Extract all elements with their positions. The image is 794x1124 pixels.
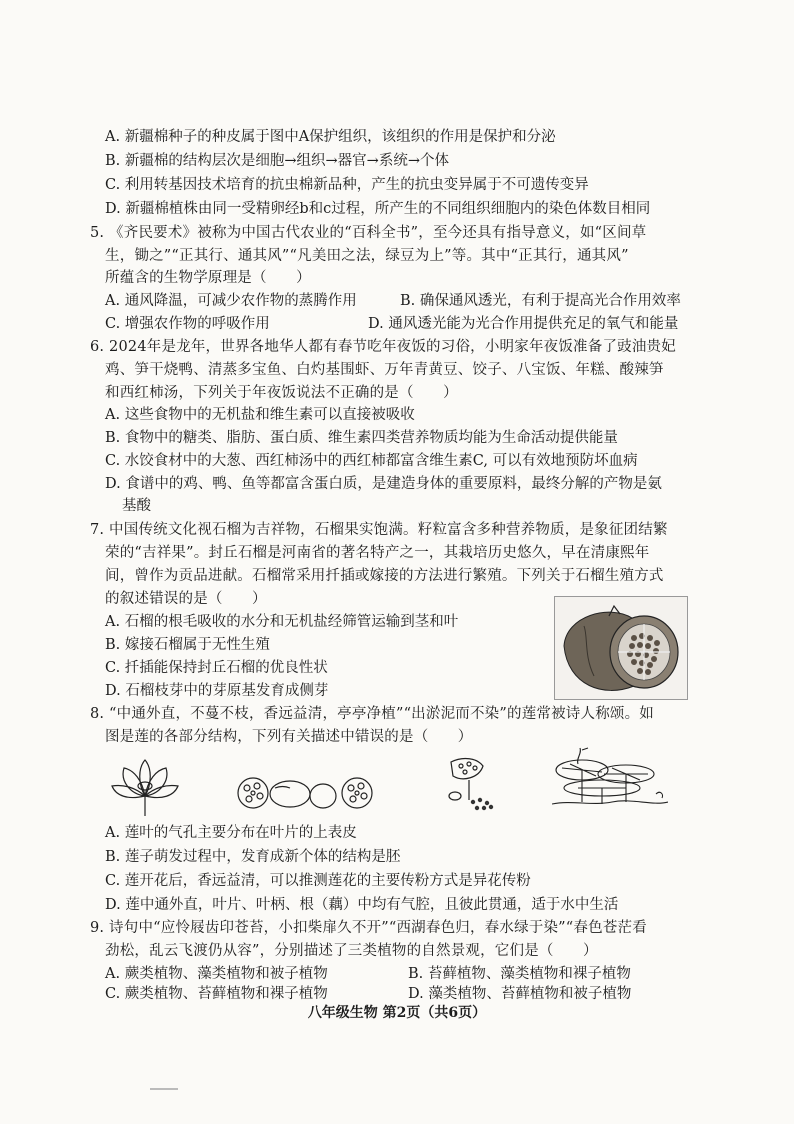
q7-stem-line-2: 荣的“吉祥果”。封丘石榴是河南省的著名特产之一，其栽培历史悠久，早在清康熙年 bbox=[105, 545, 650, 561]
q8-option-c[interactable]: C. 莲开花后，香远益清，可以推测莲花的主要传粉方式是异花传粉 bbox=[105, 873, 531, 889]
q9-option-b[interactable]: B. 苔藓植物、藻类植物和裸子植物 bbox=[408, 966, 631, 982]
q6-stem-line-3: 和西红柿汤，下列关于年夜饭说法不正确的是（ ） bbox=[105, 385, 458, 401]
q6-option-b[interactable]: B. 食物中的糖类、脂肪、蛋白质、维生素四类营养物质均能为生命活动提供能量 bbox=[105, 430, 618, 446]
q7-stem-line-3: 间，曾作为贡品进献。石榴常采用扦插或嫁接的方法进行繁殖。下列关于石榴生殖方式 bbox=[105, 568, 664, 584]
q7-stem-line-4: 的叙述错误的是（ ） bbox=[105, 591, 267, 607]
q7-option-b[interactable]: B. 嫁接石榴属于无性生殖 bbox=[105, 637, 270, 653]
lotus-pond-image bbox=[552, 744, 668, 810]
q6-stem-line-1: 6. 2024年是龙年，世界各地华人都有春节吃年夜饭的习俗，小明家年夜饭准备了豉油贵妃 bbox=[90, 339, 676, 355]
lotus-seedpod-image bbox=[443, 752, 499, 812]
lotus-root-image bbox=[235, 768, 375, 818]
q5-stem-line-2: 生，锄之”“正其行、通其风”“凡美田之法，绿豆为上”等。其中“正其行，通其风” bbox=[105, 248, 629, 264]
pomegranate-image bbox=[554, 596, 688, 700]
q7-option-d[interactable]: D. 石榴枝芽中的芽原基发育成侧芽 bbox=[105, 683, 329, 699]
q9-stem-line-2: 劲松，乱云飞渡仍从容”，分别描述了三类植物的自然景观，它们是（ ） bbox=[105, 943, 598, 959]
q4-option-c[interactable]: C. 利用转基因技术培育的抗虫棉新品种，产生的抗虫变异属于不可遗传变异 bbox=[105, 177, 589, 193]
q9-option-d[interactable]: D. 藻类植物、苔藓植物和被子植物 bbox=[408, 986, 632, 1002]
q6-option-c[interactable]: C. 水饺食材中的大葱、西红柿汤中的西红柿都富含维生素C, 可以有效地预防坏血病 bbox=[105, 453, 638, 469]
q6-option-d[interactable]: D. 食谱中的鸡、鸭、鱼等都富含蛋白质，是建造身体的重要原料，最终分解的产物是氨 bbox=[105, 476, 662, 492]
q9-option-c[interactable]: C. 蕨类植物、苔藓植物和裸子植物 bbox=[105, 986, 328, 1002]
q5-option-b[interactable]: B. 确保通风透光，有利于提高光合作用效率 bbox=[400, 293, 681, 309]
q4-option-b[interactable]: B. 新疆棉的结构层次是细胞→组织→器官→系统→个体 bbox=[105, 153, 449, 169]
q6-option-a[interactable]: A. 这些食物中的无机盐和维生素可以直接被吸收 bbox=[105, 407, 415, 423]
q8-stem-line-1: 8. “中通外直，不蔓不枝，香远益清，亭亭净植”“出淤泥而不染”的莲常被诗人称颂。如 bbox=[90, 706, 654, 722]
lotus-flower-image bbox=[110, 756, 180, 818]
q6-option-d-continued: 基酸 bbox=[122, 498, 151, 514]
q5-option-d[interactable]: D. 通风透光能为光合作用提供充足的氧气和能量 bbox=[368, 316, 679, 332]
q5-stem-line-1: 5. 《齐民要术》被称为中国古代农业的“百科全书”，至今还具有指导意义，如“区间草 bbox=[90, 225, 647, 241]
q5-stem-line-3: 所蕴含的生物学原理是（ ） bbox=[105, 270, 311, 286]
page-footer: 八年级生物 第2页（共6页） bbox=[307, 1005, 487, 1021]
q8-option-a[interactable]: A. 莲叶的气孔主要分布在叶片的上表皮 bbox=[105, 825, 357, 841]
q7-option-a[interactable]: A. 石榴的根毛吸收的水分和无机盐经筛管运输到茎和叶 bbox=[105, 614, 459, 630]
q9-stem-line-1: 9. 诗句中“应怜屐齿印苍苔，小扣柴扉久不开”“西湖春色归，春水绿于染”“春色苍茫看 bbox=[90, 920, 647, 936]
q8-option-d[interactable]: D. 莲中通外直，叶片、叶柄、根（藕）中均有气腔，且彼此贯通，适于水中生活 bbox=[105, 897, 619, 913]
q4-option-d[interactable]: D. 新疆棉植株由同一受精卵经b和c过程，所产生的不同组织细胞内的染色体数目相同 bbox=[105, 201, 651, 217]
scan-mark bbox=[150, 1088, 178, 1090]
q4-option-a[interactable]: A. 新疆棉种子的种皮属于图中A保护组织，该组织的作用是保护和分泌 bbox=[105, 129, 556, 145]
q5-option-c[interactable]: C. 增强农作物的呼吸作用 bbox=[105, 316, 270, 332]
q8-option-b[interactable]: B. 莲子萌发过程中，发育成新个体的结构是胚 bbox=[105, 849, 401, 865]
q5-option-a[interactable]: A. 通风降温，可减少农作物的蒸腾作用 bbox=[105, 293, 357, 309]
q7-option-c[interactable]: C. 扦插能保持封丘石榴的优良性状 bbox=[105, 660, 328, 676]
q6-stem-line-2: 鸡、笋干烧鸭、清蒸多宝鱼、白灼基围虾、万年青黄豆、饺子、八宝饭、年糕、酸辣笋 bbox=[105, 362, 664, 378]
q8-stem-line-2: 图是莲的各部分结构，下列有关描述中错误的是（ ） bbox=[105, 729, 473, 745]
q9-option-a[interactable]: A. 蕨类植物、藻类植物和被子植物 bbox=[105, 966, 328, 982]
q7-stem-line-1: 7. 中国传统文化视石榴为吉祥物，石榴果实饱满。籽粒富含多种营养物质，是象征团结繁 bbox=[90, 522, 668, 538]
